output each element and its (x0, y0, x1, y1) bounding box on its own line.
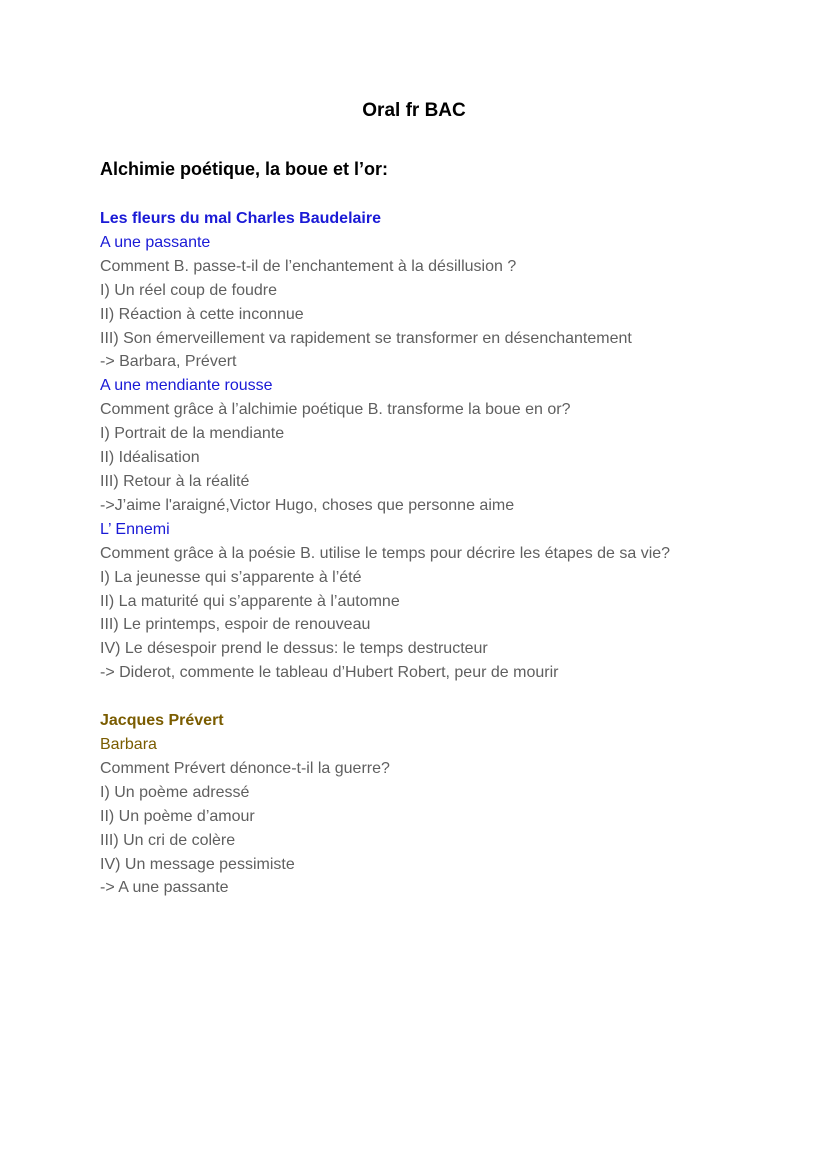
poem-part: IV) Un message pessimiste (100, 855, 295, 873)
poem-a-une-mendiante-rousse (100, 374, 720, 517)
poem-part: I) Un poème adressé (100, 783, 250, 801)
poem-link: ->J’aime l'araigné,Victor Hugo, choses que personne aime (100, 496, 515, 514)
poem-part: I) Portrait de la mendiante (100, 425, 285, 443)
poem-title: L’ Ennemi (100, 520, 170, 538)
poem-question: Comment Prévert dénonce-t-il la guerre? (100, 759, 390, 777)
poem-barbara (100, 733, 720, 900)
poem-part: I) Un réel coup de foudre (100, 281, 277, 299)
author-heading: Jacques Prévert (100, 712, 224, 730)
poem-title: A une mendiante rousse (100, 377, 273, 395)
poem-part: IV) Le désespoir prend le dessus: le temps destructeur (100, 640, 488, 658)
poem-title: A une passante (100, 233, 211, 251)
poem-link: -> A une passante (100, 879, 229, 897)
poem-link: -> Diderot, commente le tableau d’Hubert Robert, peur de mourir (100, 664, 559, 682)
author-heading: Les fleurs du mal Charles Baudelaire (100, 210, 381, 227)
poem-l-ennemi (100, 518, 720, 685)
poem-part: II) Idéalisation (100, 449, 200, 467)
poem-part: II) Réaction à cette inconnue (100, 305, 304, 323)
poem-question: Comment B. passe-t-il de l’enchantement à la désillusion ? (100, 257, 517, 275)
document-title: Oral fr BAC (362, 100, 466, 121)
section-heading: Alchimie poétique, la boue et l’or: (100, 159, 389, 179)
poem-a-une-passante (100, 231, 720, 374)
poem-question: Comment grâce à l’alchimie poétique B. transforme la boue en or? (100, 401, 571, 419)
poem-part: I) La jeunesse qui s’apparente à l’été (100, 568, 362, 586)
poem-part: III) Le printemps, espoir de renouveau (100, 616, 371, 634)
poem-link: -> Barbara, Prévert (100, 353, 237, 371)
document-body (100, 154, 720, 900)
poem-part: II) La maturité qui s’apparente à l’automne (100, 592, 400, 610)
poem-part: III) Retour à la réalité (100, 472, 250, 490)
poem-question: Comment grâce à la poésie B. utilise le temps pour décrire les étapes de sa vie? (100, 544, 671, 562)
poem-part: II) Un poème d’amour (100, 807, 255, 825)
poem-title: Barbara (100, 736, 157, 754)
poem-part: III) Son émerveillement va rapidement se transformer en désenchantement (100, 329, 632, 347)
poem-part: III) Un cri de colère (100, 831, 236, 849)
section-prevert (100, 709, 720, 900)
section-baudelaire (100, 207, 720, 685)
